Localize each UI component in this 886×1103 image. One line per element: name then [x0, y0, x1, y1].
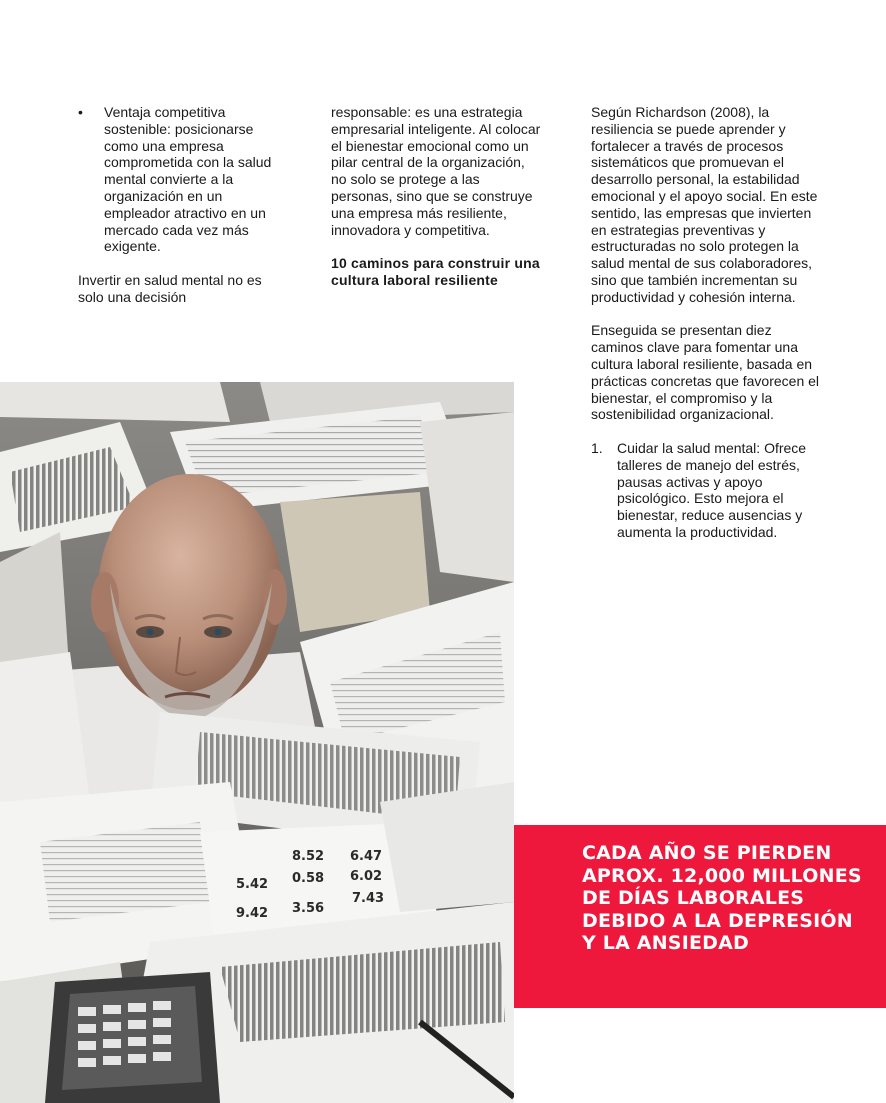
bullet-item [78, 104, 283, 255]
callout-text: CADA AÑO SE PIERDEN APROX. 12,000 MILLONES DE DÍAS LABORALES DEBIDO A LA DEPRESIÓN Y LA ANSIEDAD [582, 842, 862, 954]
paragraph: Invertir en salud mental no es solo una decisión [78, 271, 262, 305]
list-number: 1. [591, 439, 603, 456]
calculator [45, 972, 220, 1103]
paragraph: Según Richardson (2008), la resiliencia se puede aprender y fortalecer a través de procesos sistemáticos que promuevan el desarrollo personal, la estabilidad emocional y el apoyo social. En este sentido, las empresas que invierten en estrategias preventivas y estructuradas no solo protegen la salud mental de sus colaboradores, sino que también incrementan su productividad y cohesión interna. [591, 104, 818, 305]
paper-number: 6.02 [350, 869, 383, 884]
list-text: Cuidar la salud mental: Ofrece talleres de manejo del estrés, pausas activas y apoyo psicológico. Esto mejora el bienestar, reduce ausencias y aumenta la productividad. [617, 439, 807, 540]
callout-box [514, 825, 886, 1008]
paragraph: Enseguida se presentan diez caminos clave para fomentar una cultura laboral resiliente, basada en prácticas concretas que favorecen el bienestar, el compromiso y la sostenibilidad organizacional. [591, 322, 820, 423]
section-heading: 10 caminos para construir una cultura laboral resiliente [331, 255, 540, 288]
numbered-list-item [591, 440, 821, 541]
photo-man-with-papers [0, 382, 514, 1103]
paper-number: 6.47 [350, 849, 383, 864]
paper-number: 3.56 [292, 901, 325, 916]
bullet-mark: • [78, 104, 83, 120]
text-column-2 [331, 104, 541, 289]
paper-number: 5.42 [236, 877, 269, 892]
bullet-text: Ventaja competitiva sostenible: posicionarse como una empresa comprometida con la salud mental convierte a la organización en un empleador atractivo en un mercado cada vez más exigente. [104, 104, 272, 255]
paper-number: 7.43 [352, 891, 385, 906]
paper-number: 8.52 [292, 849, 325, 864]
text-column-3 [591, 104, 821, 541]
paper-number: 9.42 [236, 906, 269, 921]
paragraph: responsable: es una estrategia empresarial inteligente. Al colocar el bienestar emocional como un pilar central de la organización, no solo se protege a las personas, sino que se construye una empresa más resiliente, innovadora y competitiva. [331, 104, 541, 238]
paper-number: 0.58 [292, 871, 325, 886]
text-column-1 [78, 104, 283, 306]
